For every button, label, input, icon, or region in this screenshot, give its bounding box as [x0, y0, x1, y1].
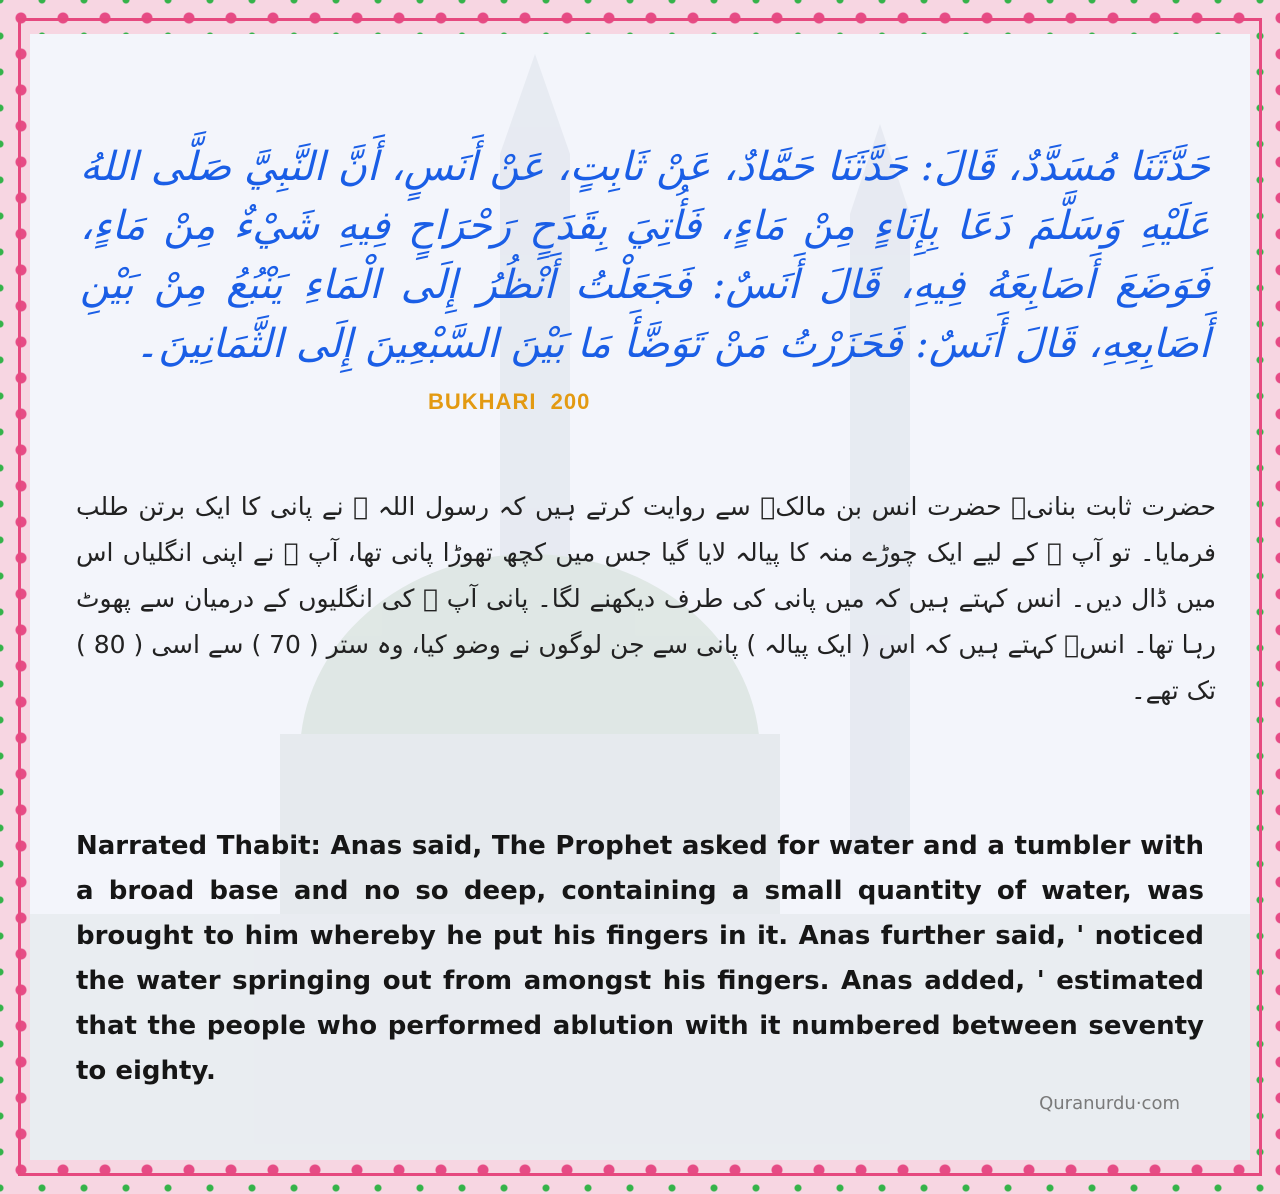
hadith-reference: BUKHARI 200: [428, 389, 591, 414]
english-translation: Narrated Thabit: Anas said, The Prophet asked for water and a tumbler with a broad base and no so deep, containing a small quantity of water, was brought to him whereby he put his fingers in it. Anas further said, ' noticed the water springing out from amongst his fingers. Anas added, ' estimated that the people who performed ablution with it numbered between seventy to eighty.: [76, 831, 1204, 1086]
content-panel: [30, 34, 1250, 1160]
arabic-hadith-text: حَدَّثَنَا مُسَدَّدٌ، قَالَ: حَدَّثَنَا حَمَّادٌ، عَنْ ثَابِتٍ، عَنْ أَنَسٍ، أَنَّ النَّبِيَّ صَلَّى اللهُ عَلَيْهِ وَسَلَّمَ دَعَا بِإِنَاءٍ مِنْ مَاءٍ، فَأُتِيَ بِقَدَحٍ رَحْرَاحٍ فِيهِ شَيْءٌ مِنْ مَاءٍ، فَوَضَعَ أَصَابِعَهُ فِيهِ، قَالَ أَنَسٌ: فَجَعَلْتُ أَنْظُرُ إِلَى الْمَاءِ يَنْبُعُ مِنْ بَيْنِ أَصَابِعِهِ، قَالَ أَنَسٌ: فَحَزَرْتُ مَنْ تَوَضَّأَ مَا بَيْنَ السَّبْعِينَ إِلَى الثَّمَانِينَ۔: [80, 144, 1210, 367]
site-watermark: Quranurdu·com: [1039, 1093, 1180, 1114]
urdu-translation: حضرت ثابت بنانیؒ حضرت انس بن مالکؓ سے روایت کرتے ہیں کہ رسول اللہ ﷺ نے پانی کا ایک برتن طلب فرمایا۔ تو آپ ﷺ کے لیے ایک چوڑے منہ کا پیالہ لایا گیا جس میں کچھ تھوڑا پانی تھا، آپ ﷺ نے اپنی انگلیاں اس میں ڈال دیں۔ انس کہتے ہیں کہ میں پانی کی طرف دیکھنے لگا۔ پانی آپ ﷺ کی انگلیوں کے درمیان سے پھوٹ رہا تھا۔ انسؓ کہتے ہیں کہ اس ( ایک پیالہ ) پانی سے جن لوگوں نے وضو کیا، وہ ستر ( 70 ) سے اسی ( 80 ) تک تھے۔: [76, 492, 1216, 705]
